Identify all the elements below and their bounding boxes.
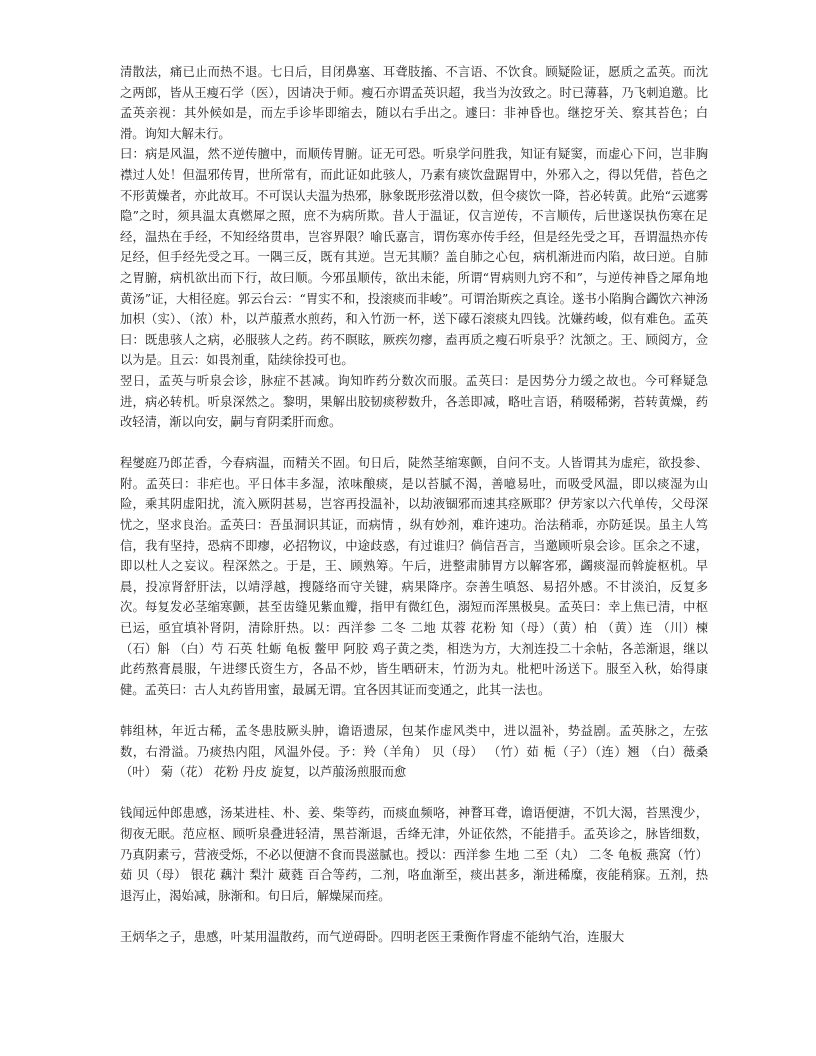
case-paragraph [120,453,708,700]
case-paragraph [120,803,708,906]
case-paragraph [120,927,708,948]
case-text-segment: 王炳华之子，患感，叶某用温散药，而气逆碍卧。四明老医王秉衡作肾虚不能纳气治，连服大 [120,929,625,944]
case-paragraph [120,62,708,433]
case-text-segment: 韩组林，年近古稀，孟冬患肢厥头肿，谵语遗尿，包某作虚风类中，进以温补，势益剧。孟英脉之，左弦数，右滑溢。乃痰热内阻，风温外侵。予：羚（羊角） 贝（母） （竹）茹 栀（子）（连）翘 （白）薇桑（叶） 菊（花） 花粉 丹皮 旋复，以芦菔汤煎服而愈 [120,724,708,780]
case-text-segment: 程燮庭乃郎芷香，今春病温，而精关不固。旬日后，陡然茎缩寒颤，自问不支。人皆谓其为虚疟，欲投参、附。孟英曰：非疟也。平日体丰多湿，浓味酿痰，是以苔腻不渴，善噫易吐，而吸受风温，即以痰湿为山险，乘其阴虚阳扰，流入厥阴甚易，岂容再投温补，以劫液锢邪而速其痉厥耶？伊芳家以六代单传，父母深忧之，坚求良治。孟英曰：吾虽洞识其证，而病情 ，纵有妙剂，难许速功。治法稍乖，亦防延误。虽主人笃信，我有坚持，恐病不即瘳，必招物议，中途歧惑，有过谁归？倘信吾言，当邀顾听泉会诊。匡余之不逮，即以杜人之妄议。程深然之。于是，王、顾熟筹。午后，进整肃肺胃方以解客邪，蠲痰湿而斡旋枢机。早晨，投凉肾舒肝法，以靖浮越，搜隧络而守关键，病果降序。奈善生嗔怒、易招外感。不甘淡泊，反复多次。每复发必茎缩寒颤，甚至齿缝见紫血瓣，指甲有微红色，溺短而浑黑极臭。孟英曰：幸上焦已清，中枢已运，亟宜填补肾阴，清除肝热。以：西洋参 二冬 二地 苁蓉 花粉 知（母）（黄）柏 （黄）连 （川）楝（石）斛 （白）芍 石英 牡蛎 龟板 鳖甲 阿胶 鸡子黄之类，相迭为方，大剂连投二十余帖，各恙渐退，继以此药熬膏晨服，午进缪氏资生方，各品不炒，皆生晒研末，竹沥为丸。枇杷叶汤送下。服至入秋，始得康健。孟英曰：古人丸药皆用蜜，最属无谓。宜各因其证而变通之，此其一法也。 [120,456,708,697]
case-text-segment: 曰：病是风温，然不逆传膻中，而顺传胃腑。证无可恐。听泉学问胜我，知证有疑窦，而虚心下问，岂非胸襟过人处！但温邪传胃，世所常有，而此证如此骇人，乃素有痰饮盘踞胃中，外邪入之，得以凭借，苔色之不形黄燥者，亦此故耳。不可误认夫温为热邪，脉象既形弦滑以数，但令痰饮一降，苔必转黄。此殆“云遮雾隐”之时，须具温太真燃犀之照，庶不为病所欺。昔人于温证，仅言逆传，不言顺传，后世遂误执伤寒在足经，温热在手经，不知经络贯串，岂容界限？喻氏嘉言，谓伤寒亦传手经，但是经先受之耳，吾谓温热亦传足经，但手经先受之耳。一隅三反，既有其逆。岂无其顺？盖自肺之心包，病机渐进而内陷，故曰逆。自肺之胃腑，病机欲出而下行，故曰顺。今邪虽顺传，欲出未能，所谓“胃病则九窍不和”，与逆传神昏之犀角地黄汤”证，大相径庭。郭云台云：“胃实不和，投滚痰而非峻”。可谓治斯疾之真诠。遂书小陷胸合蠲饮六神汤加枳（实）、（浓）朴，以芦菔煮水煎药，和入竹沥一杯，送下礞石滚痰丸四钱。沈嫌药峻，似有难色。孟英曰：既患骇人之病，必服骇人之药。药不瞑眩，厥疾勿瘳，盍再质之瘦石听泉乎？沈颔之。王、顾阅方，佥以为是。且云：如畏剂重，陆续徐投可也。 [120,147,708,368]
case-text-segment: 翌日，孟英与听泉会诊，脉症不甚减。询知昨药分数次而服。孟英曰：是因势分力缓之故也。今可释疑急进，病必转机。听泉深然之。黎明，果解出胶韧痰秽数升，各恙即减，略吐言语，稍啜稀粥，苔转黄燥，药改轻清，渐以向安，嗣与育阴柔肝而愈。 [120,373,708,430]
case-text-segment: 清散法，痛已止而热不退。七日后，目闭鼻塞、耳聋肢搐、不言语、不饮食。顾疑险证，愿质之孟英。而沈之两郎，皆从王瘦石学（医），因请决于师。瘦石亦谓孟英识超，我当为汝致之。时已薄暮，乃飞刺追邀。比孟英亲视：其外候如是，而左手诊毕即缩去，随以右手出之。遽曰：非神昏也。继挖牙关、察其苔色；白滑。询知大解未行。 [120,65,708,141]
case-text-segment: 钱闻远仲郎患感，汤某进桂、朴、姜、柴等药，而痰血频咯，神瞀耳聋，谵语便溏，不饥大渴，苔黑溲少，彻夜无眠。范应枢、顾听泉叠进轻清，黑苔渐退，舌绛无津，外证依然，不能措手。孟英诊之，脉皆细数，乃真阴素亏，营液受烁，不必以便溏不食而畏滋腻也。授以：西洋参 生地 二至（丸） 二冬 龟板 燕窝（竹）茹 贝（母） 银花 藕汁 梨汁 葳蕤 百合等药，二剂，咯血渐至，痰出甚多，渐进稀糜，夜能稍寐。五剂，热退泻止，渴始减，脉渐和。旬日后，解燥屎而痊。 [120,806,708,903]
case-paragraph [120,721,708,783]
